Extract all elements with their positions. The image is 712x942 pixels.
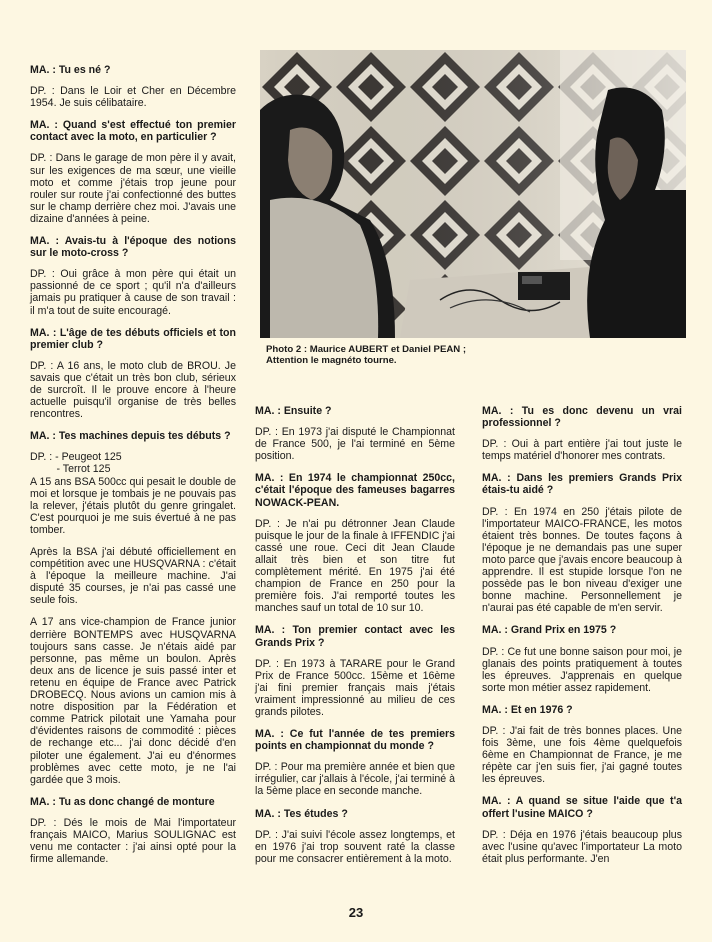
answer-paragraph: DP. : Dans le garage de mon père il y avait, sur les exigences de ma sœur, une vieille moto et comme j'étais trop jeune pour rouler sur route j'ai confectionné des buttes sur le champ derrière chez moi. J'avais une dizaine d'années à peine.	[30, 152, 236, 225]
answer-paragraph: DP. : J'ai suivi l'école assez longtemps, et en 1976 j'ai trop souvent raté la classe pour me consacrer entièrement à la moto.	[255, 828, 455, 865]
question-paragraph: MA. : Quand s'est effectué ton premier contact avec la moto, en particulier ?	[30, 119, 236, 144]
photo-illustration	[260, 50, 686, 338]
text-column-1	[30, 64, 236, 875]
answer-paragraph: DP. : Pour ma première année et bien que irrégulier, car j'allais à l'école, j'ai terminé à la 5ème place en seconde manche.	[255, 761, 455, 798]
question-paragraph: MA. : Ton premier contact avec les Grands Prix ?	[255, 624, 455, 649]
text-column-3	[482, 405, 682, 875]
answer-paragraph: A 15 ans BSA 500cc qui pesait le double de moi et lorsque je tombais je ne pouvais pas la relever, j'étais plutôt du genre gringalet. C'est pourquoi je me suis évertué à ne pas tomber.	[30, 475, 236, 536]
answer-paragraph: DP. : En 1973 à TARARE pour le Grand Prix de France 500cc. 15ème et 16ème j'ai fini premier français mais j'étais vraiment impressionné au milieu de ces grands pilotes.	[255, 657, 455, 718]
text-column-2	[255, 405, 455, 875]
answer-paragraph: A 17 ans vice-champion de France junior derrière BONTEMPS avec HUSQVARNA toujours sans casse. Je n'étais aidé par personne, pas même un boulon. Après deux ans de licence je suis passé inter et retenu en équipe de France avec Patrick DROBECQ. Nous avions un camion mis à notre disposition par la Fédération et comme Patrick pilotait une Yamaha pour d'évidentes raisons de commodité : pièces de rechange etc... j'ai donc décidé d'en piloter une également. J'ai eu d'énormes problèmes avec cette moto, je ne l'ai gardée que 3 mois.	[30, 616, 236, 786]
page-number: 23	[348, 905, 364, 920]
answer-paragraph: DP. : Déja en 1976 j'étais beaucoup plus avec l'usine qu'avec l'importateur La moto était plus performante. J'en	[482, 828, 682, 865]
answer-paragraph: DP. : Dans le Loir et Cher en Décembre 1954. Je suis célibataire.	[30, 85, 236, 110]
answer-paragraph: - Terrot 125	[30, 463, 111, 476]
question-paragraph: MA. : Tes études ?	[255, 807, 348, 820]
answer-paragraph: DP. : Dés le mois de Mai l'importateur français MAICO, Marius SOULIGNAC est venu me contacter : j'ai ainsi opté pour la firme allemande.	[30, 816, 236, 866]
answer-paragraph: DP. : A 16 ans, le moto club de BROU. Je savais que c'était un très bon club, sérieux de surcroît. Il le prouve encore à l'heure actuelle puisqu'il organise de très belles rencontres.	[30, 359, 236, 421]
answer-paragraph: Après la BSA j'ai débuté officiellement en compétition avec une HUSQVARNA : c'était à l'époque la meilleure machine. J'ai disputé 35 courses, je n'ai pas cassé une seule fois.	[30, 546, 236, 607]
answer-paragraph: DP. : Je n'ai pu détronner Jean Claude puisque le jour de la finale à IFFENDIC j'ai cassé une roue. Ceci dit Jean Claude allait très bien et son titre fut complètement mérité. En 1975 j'ai été champion de France en 250 pour la première fois. J'ai remporté toutes les manches sauf un total de 10 sur 10.	[255, 517, 455, 615]
photo-caption: Photo 2 : Maurice AUBERT et Daniel PEAN ; Attention le magnéto tourne.	[266, 344, 467, 366]
question-paragraph: MA. : Tu es né ?	[30, 64, 111, 76]
question-paragraph: MA. : Grand Prix en 1975 ?	[482, 624, 617, 637]
answer-paragraph: DP. : J'ai fait de très bonnes places. Une fois 3ème, une fois 4ème quelquefois 6ème en Championnat de France, je me répète car j'en suis fier, j'ai gagné toutes les épreuves.	[482, 724, 682, 786]
question-paragraph: MA. : Avais-tu à l'époque des notions sur le moto-cross ?	[30, 235, 236, 260]
answer-paragraph: DP. : - Peugeot 125	[30, 451, 122, 464]
question-paragraph: MA. : Dans les premiers Grands Prix étais-tu aidé ?	[482, 472, 682, 497]
question-paragraph: MA. : Tes machines depuis tes débuts ?	[30, 430, 231, 443]
question-paragraph: MA. : Tu es donc devenu un vrai professionnel ?	[482, 405, 682, 430]
question-paragraph: MA. : A quand se situe l'aide que t'a offert l'usine MAICO ?	[482, 795, 682, 820]
question-paragraph: MA. : Ensuite ?	[255, 405, 332, 417]
question-paragraph: MA. : Tu as donc changé de monture	[30, 795, 215, 808]
answer-paragraph: DP. : Oui grâce à mon père qui était un passionné de ce sport ; qu'il n'a d'ailleurs jamais pu pratiquer à cause de son travail : il m'a tout de suite encouragé.	[30, 268, 236, 317]
answer-paragraph: DP. : Ce fut une bonne saison pour moi, je glanais des points pratiquement à toutes les épreuves. J'apprenais en quelque sorte mon métier assez rapidement.	[482, 645, 682, 694]
question-paragraph: MA. : En 1974 le championnat 250cc, c'était l'époque des fameuses bagarres NOWACK-PEAN.	[255, 472, 455, 509]
answer-paragraph: DP. : Oui à part entière j'ai tout juste le temps matériel d'honorer mes contrats.	[482, 438, 682, 463]
question-paragraph: MA. : Ce fut l'année de tes premiers points en championnat du monde ?	[255, 728, 455, 753]
answer-paragraph: DP. : En 1974 en 250 j'étais pilote de l'importateur MAICO-FRANCE, les motos étaient très bonnes. De toutes façons à l'époque je ne demandais pas une super moto parce que j'avais encore beaucoup à apprendre. Il est stupide lorsque l'on ne possède pas le bon niveau d'exiger une bonne machine. Personnellement je n'aurai pas été capable de m'en servir.	[482, 505, 682, 615]
answer-paragraph: DP. : En 1973 j'ai disputé le Championnat de France 500, je l'ai terminé en 5ème position.	[255, 426, 455, 463]
interview-photo	[260, 50, 686, 338]
question-paragraph: MA. : L'âge de tes débuts officiels et ton premier club ?	[30, 326, 236, 351]
question-paragraph: MA. : Et en 1976 ?	[482, 703, 573, 716]
